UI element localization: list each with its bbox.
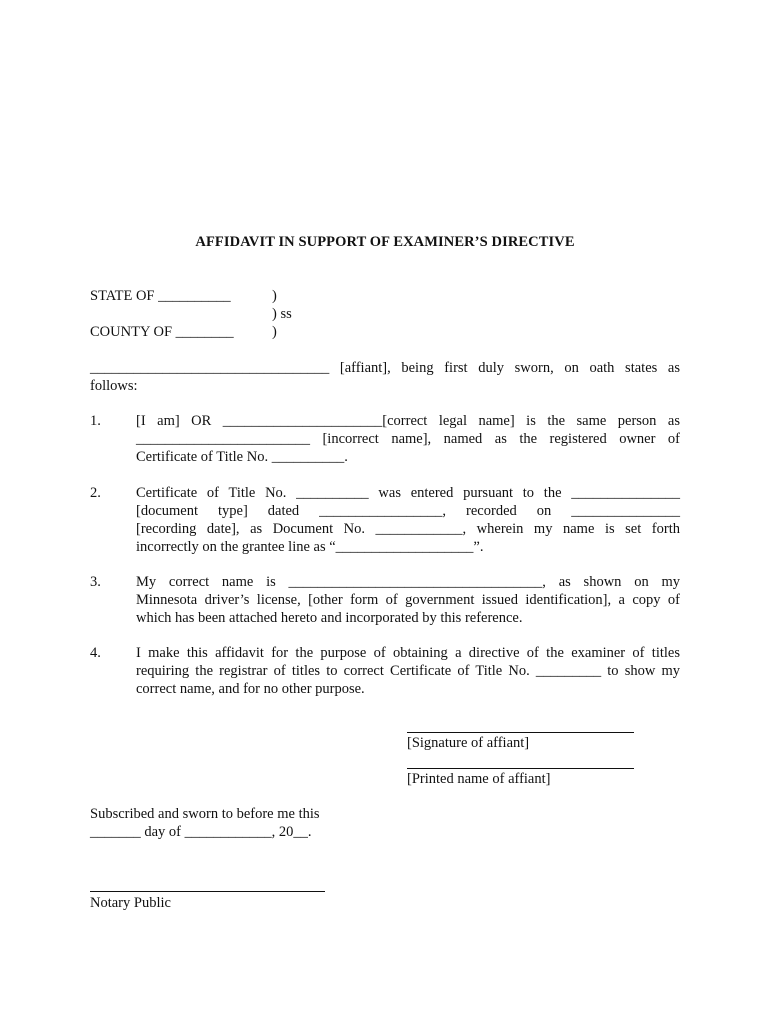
paragraph-2	[90, 484, 680, 556]
signature-line	[407, 732, 634, 733]
paragraph-number: 4.	[90, 645, 101, 661]
subscribed-line: Subscribed and sworn to before me this	[90, 806, 320, 822]
county-paren: )	[272, 324, 277, 340]
paragraph-number: 2.	[90, 485, 101, 501]
paragraph-line: ________________________ [incorrect name], named as the registered owner of	[136, 431, 680, 447]
subscribed-sworn	[90, 805, 320, 841]
paragraph-line: requiring the registrar of titles to correct Certificate of Title No. _________ to show my	[136, 663, 680, 679]
ss-marker: ) ss	[272, 306, 292, 322]
document-title: AFFIDAVIT IN SUPPORT OF EXAMINER’S DIRECTIVE	[195, 234, 575, 250]
notary-signature-line	[90, 891, 325, 892]
paragraph-line: which has been attached hereto and incorporated by this reference.	[136, 610, 523, 626]
paragraph-line: [recording date], as Document No. ____________, wherein my name is set forth	[136, 521, 680, 537]
state-paren: )	[272, 288, 277, 304]
paragraph-line: Certificate of Title No. __________.	[136, 449, 348, 465]
paragraph-body	[136, 644, 680, 698]
affiant-intro-line: _________________________________ [affiant], being first duly sworn, on oath states as	[90, 360, 680, 376]
venue-block	[90, 287, 350, 347]
notary-block	[90, 891, 326, 912]
paragraph-3	[90, 573, 680, 627]
notary-label: Notary Public	[90, 895, 171, 911]
paragraph-body	[136, 412, 680, 466]
paragraph-line: My correct name is ___________________________________, as shown on my	[136, 574, 680, 590]
paragraph-4	[90, 644, 680, 698]
state-of-line: STATE OF __________	[90, 288, 231, 304]
signature-block	[407, 732, 635, 752]
printed-name-line	[407, 768, 634, 769]
paragraph-number: 3.	[90, 574, 101, 590]
paragraph-line: correct name, and for no other purpose.	[136, 681, 365, 697]
paragraph-1	[90, 412, 680, 466]
paragraph-body	[136, 573, 680, 627]
subscribed-date-line: _______ day of ____________, 20__.	[90, 824, 312, 840]
paragraph-line: Certificate of Title No. __________ was entered pursuant to the _______________	[136, 485, 680, 501]
paragraph-line: Minnesota driver’s license, [other form of government issued identification], a copy of	[136, 592, 680, 608]
printed-name-label: [Printed name of affiant]	[407, 771, 551, 787]
affiant-intro	[90, 359, 680, 395]
paragraph-line: [document type] dated _________________, recorded on _______________	[136, 503, 680, 519]
paragraph-line: incorrectly on the grantee line as “___________________”.	[136, 539, 484, 555]
signature-label: [Signature of affiant]	[407, 735, 530, 751]
paragraph-number: 1.	[90, 413, 101, 429]
paragraph-line: [I am] OR ______________________[correct legal name] is the same person as	[136, 413, 680, 429]
county-of-line: COUNTY OF ________	[90, 324, 234, 340]
paragraph-line: I make this affidavit for the purpose of obtaining a directive of the examiner of titles	[136, 645, 680, 661]
affiant-intro-follows: follows:	[90, 378, 138, 394]
printed-name-block	[407, 768, 635, 788]
paragraph-body	[136, 484, 680, 556]
